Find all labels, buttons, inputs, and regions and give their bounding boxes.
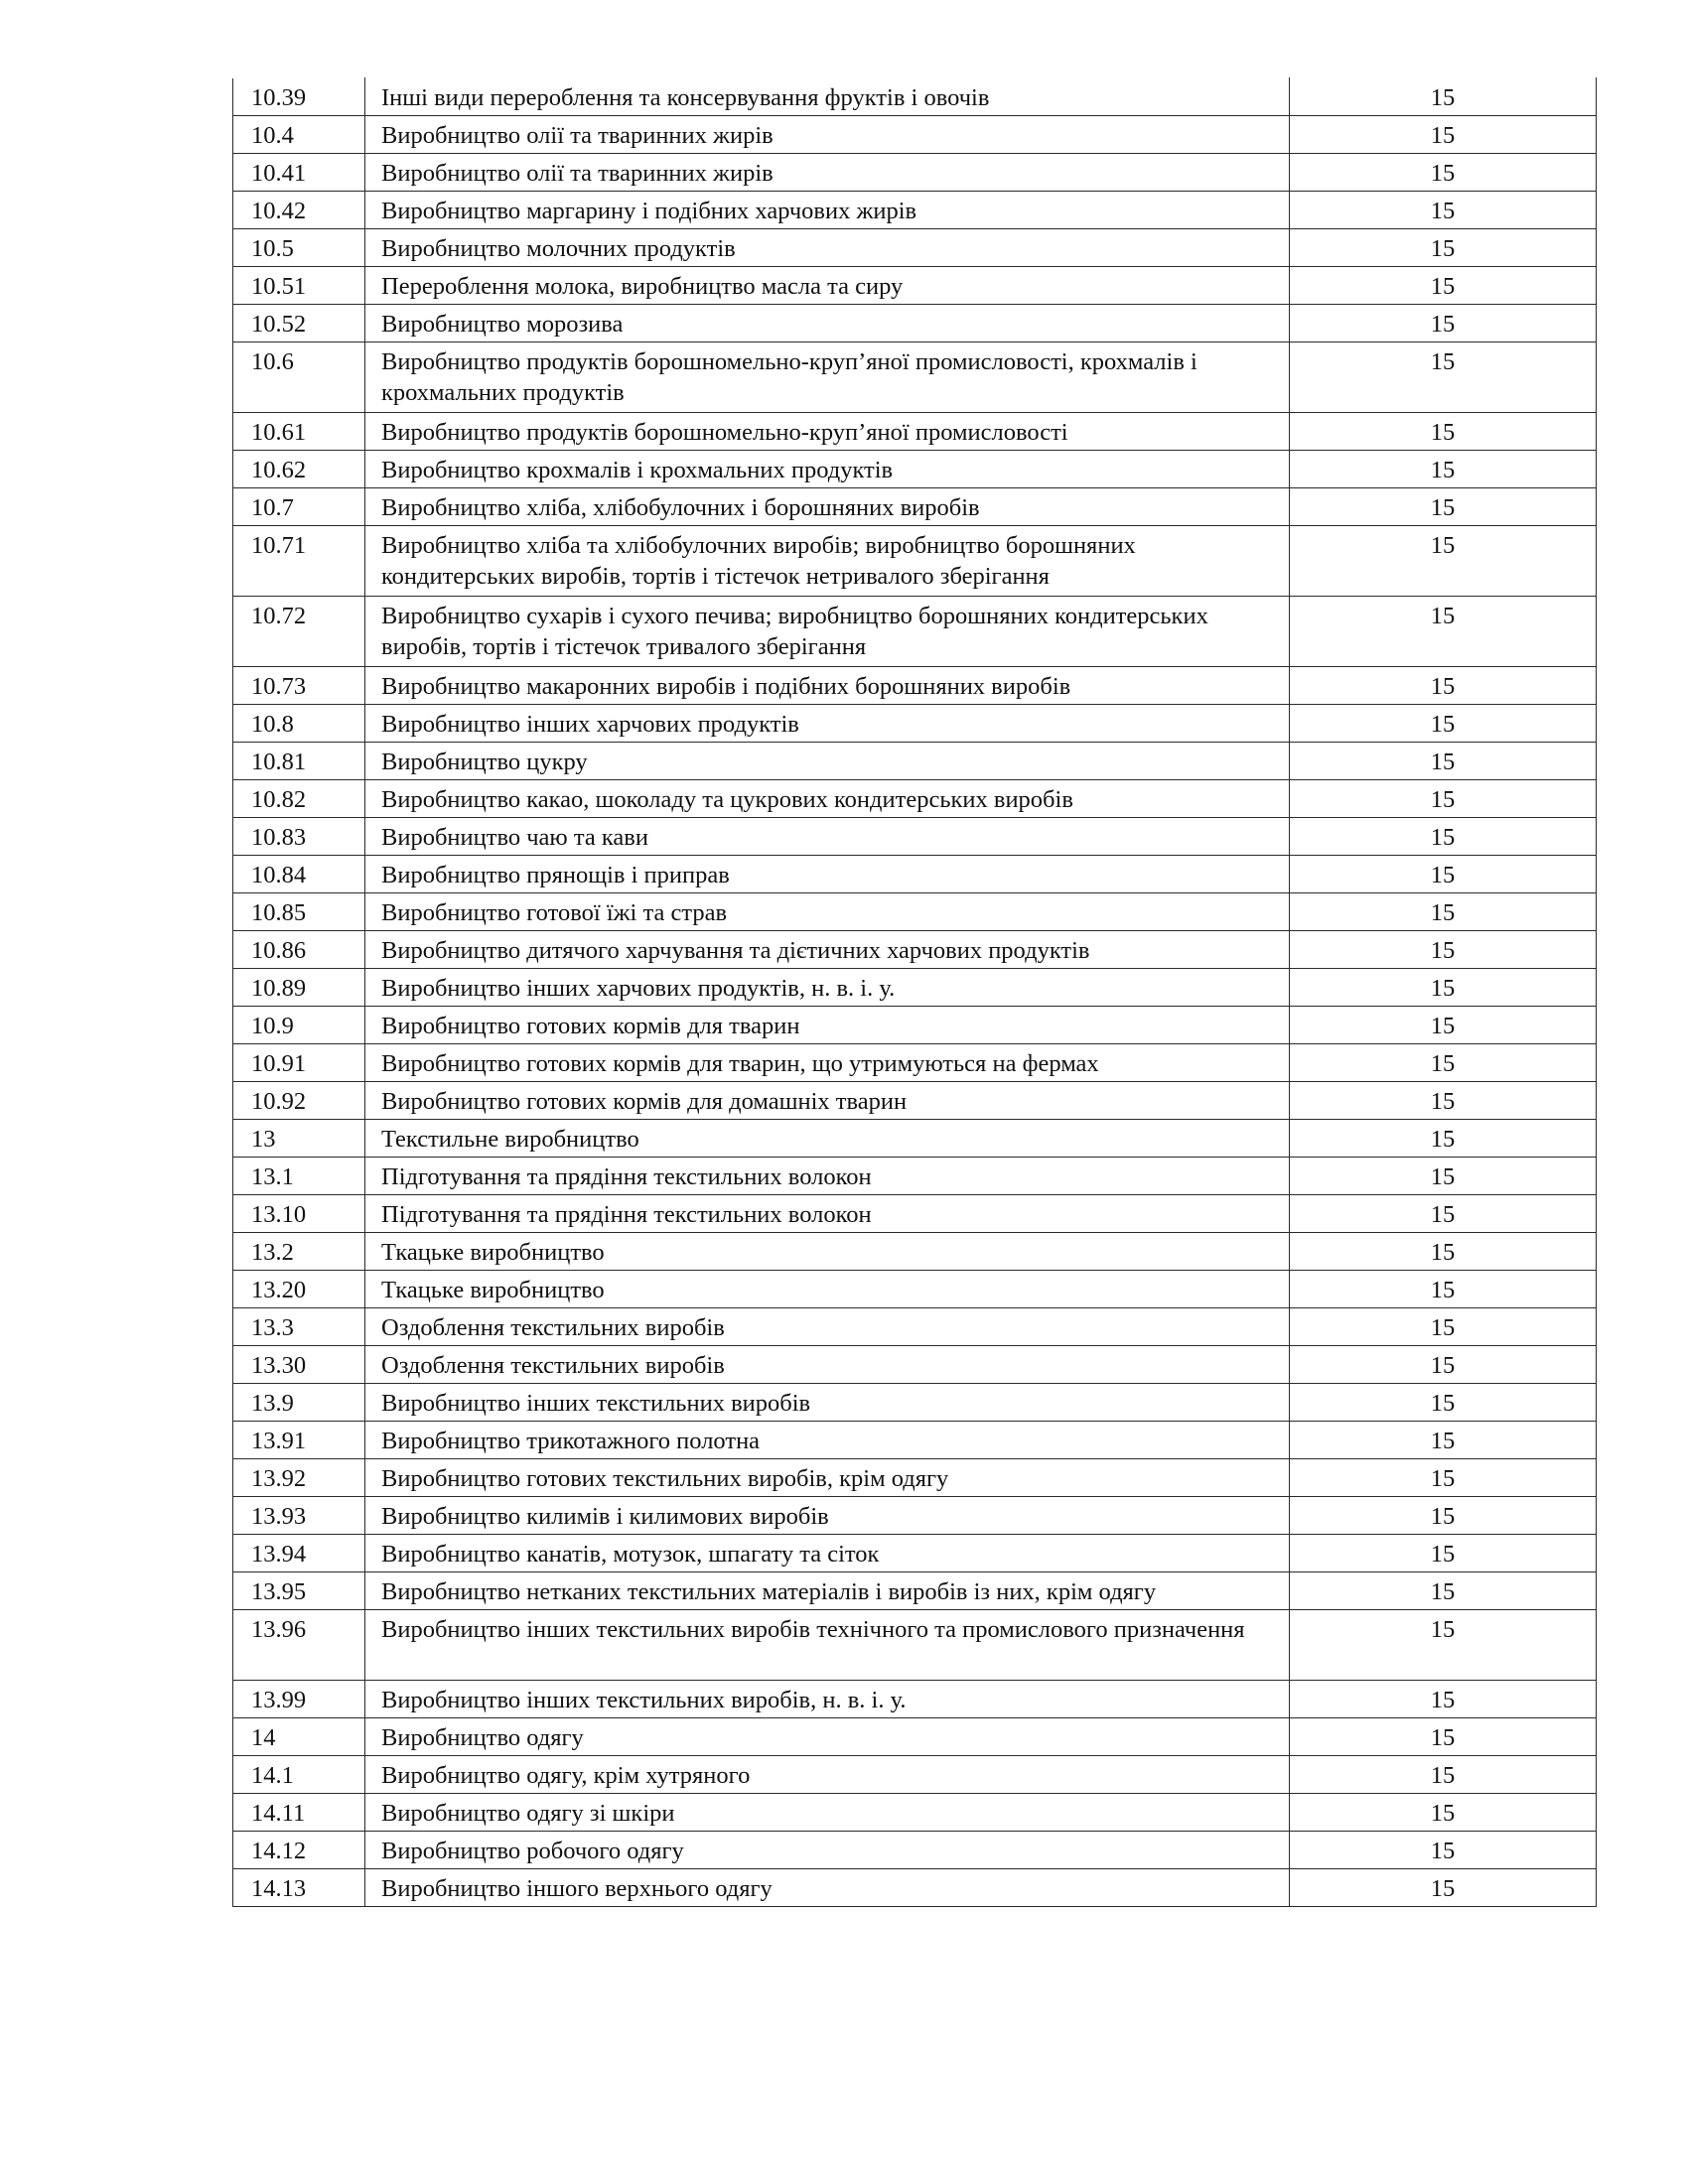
table-row <box>233 488 1597 526</box>
activity-name-cell: Виробництво готових кормів для домашніх тварин <box>365 1082 1290 1120</box>
activity-code-cell: 10.7 <box>233 488 365 526</box>
table-row <box>233 1422 1597 1459</box>
activity-code-cell: 10.71 <box>233 526 365 597</box>
rate-value-cell: 15 <box>1290 818 1597 856</box>
activity-name-cell: Виробництво прянощів і приправ <box>365 856 1290 893</box>
table-row <box>233 1044 1597 1082</box>
activity-code-cell: 14.12 <box>233 1832 365 1869</box>
activity-code-cell: 13.99 <box>233 1681 365 1718</box>
rate-value-cell: 15 <box>1290 705 1597 743</box>
activity-name-cell: Оздоблення текстильних виробів <box>365 1346 1290 1384</box>
activity-name-cell: Виробництво какао, шоколаду та цукрових кондитерських виробів <box>365 780 1290 818</box>
kved-rates-table <box>232 77 1597 1907</box>
activity-name-cell: Виробництво канатів, мотузок, шпагату та сіток <box>365 1535 1290 1572</box>
rate-value-cell: 15 <box>1290 267 1597 305</box>
table-row <box>233 818 1597 856</box>
activity-name-cell: Виробництво олії та тваринних жирів <box>365 154 1290 192</box>
activity-name-cell: Виробництво морозива <box>365 305 1290 342</box>
activity-name-cell: Виробництво крохмалів і крохмальних продуктів <box>365 451 1290 488</box>
activity-name-cell: Виробництво одягу <box>365 1718 1290 1756</box>
table-row <box>233 116 1597 154</box>
rate-value-cell: 15 <box>1290 1308 1597 1346</box>
activity-code-cell: 10.8 <box>233 705 365 743</box>
rate-value-cell: 15 <box>1290 667 1597 705</box>
activity-name-cell: Виробництво продуктів борошномельно-круп’яної промисловості, крохмалів і крохмальних продуктів <box>365 342 1290 413</box>
activity-code-cell: 10.72 <box>233 597 365 667</box>
activity-name-cell: Виробництво трикотажного полотна <box>365 1422 1290 1459</box>
table-row <box>233 78 1597 116</box>
activity-name-cell: Виробництво дитячого харчування та дієтичних харчових продуктів <box>365 931 1290 969</box>
activity-name-cell: Виробництво готових кормів для тварин <box>365 1007 1290 1044</box>
rate-value-cell: 15 <box>1290 1044 1597 1082</box>
activity-code-cell: 10.84 <box>233 856 365 893</box>
activity-code-cell: 10.62 <box>233 451 365 488</box>
rate-value-cell: 15 <box>1290 1681 1597 1718</box>
activity-code-cell: 14.1 <box>233 1756 365 1794</box>
activity-code-cell: 10.91 <box>233 1044 365 1082</box>
rate-value-cell: 15 <box>1290 116 1597 154</box>
table-row <box>233 1346 1597 1384</box>
rate-value-cell: 15 <box>1290 1497 1597 1535</box>
activity-name-cell: Виробництво готових текстильних виробів, крім одягу <box>365 1459 1290 1497</box>
rate-value-cell: 15 <box>1290 969 1597 1007</box>
activity-name-cell: Виробництво макаронних виробів і подібних борошняних виробів <box>365 667 1290 705</box>
activity-code-cell: 13.1 <box>233 1158 365 1195</box>
table-row <box>233 1572 1597 1610</box>
table-row <box>233 229 1597 267</box>
rate-value-cell: 15 <box>1290 1007 1597 1044</box>
rate-value-cell: 15 <box>1290 229 1597 267</box>
activity-code-cell: 10.82 <box>233 780 365 818</box>
activity-code-cell: 10.86 <box>233 931 365 969</box>
activity-name-cell: Виробництво маргарину і подібних харчових жирів <box>365 192 1290 229</box>
table-row <box>233 1497 1597 1535</box>
activity-name-cell: Виробництво молочних продуктів <box>365 229 1290 267</box>
rate-value-cell: 15 <box>1290 154 1597 192</box>
activity-code-cell: 13.92 <box>233 1459 365 1497</box>
activity-name-cell: Виробництво хліба та хлібобулочних виробів; виробництво борошняних кондитерських виробів, тортів і тістечок нетривалого зберігання <box>365 526 1290 597</box>
rate-value-cell: 15 <box>1290 1120 1597 1158</box>
activity-code-cell: 10.9 <box>233 1007 365 1044</box>
table-row <box>233 1718 1597 1756</box>
activity-code-cell: 13.3 <box>233 1308 365 1346</box>
rate-value-cell: 15 <box>1290 413 1597 451</box>
rate-value-cell: 15 <box>1290 856 1597 893</box>
activity-code-cell: 13.20 <box>233 1271 365 1308</box>
activity-name-cell: Виробництво готових кормів для тварин, що утримуються на фермах <box>365 1044 1290 1082</box>
table-row <box>233 1681 1597 1718</box>
activity-code-cell: 10.42 <box>233 192 365 229</box>
activity-code-cell: 13.96 <box>233 1610 365 1681</box>
table-row <box>233 1233 1597 1271</box>
table-row <box>233 154 1597 192</box>
activity-name-cell: Виробництво одягу, крім хутряного <box>365 1756 1290 1794</box>
rate-value-cell: 15 <box>1290 743 1597 780</box>
activity-name-cell: Підготування та прядіння текстильних волокон <box>365 1195 1290 1233</box>
activity-name-cell: Перероблення молока, виробництво масла та сиру <box>365 267 1290 305</box>
rate-value-cell: 15 <box>1290 342 1597 413</box>
activity-code-cell: 10.92 <box>233 1082 365 1120</box>
activity-name-cell: Текстильне виробництво <box>365 1120 1290 1158</box>
table-row <box>233 743 1597 780</box>
rate-value-cell: 15 <box>1290 1158 1597 1195</box>
activity-name-cell: Виробництво інших текстильних виробів, н. в. і. у. <box>365 1681 1290 1718</box>
rate-value-cell: 15 <box>1290 305 1597 342</box>
rate-value-cell: 15 <box>1290 1422 1597 1459</box>
rate-value-cell: 15 <box>1290 78 1597 116</box>
activity-name-cell: Виробництво іншого верхнього одягу <box>365 1869 1290 1907</box>
activity-name-cell: Виробництво сухарів і сухого печива; виробництво борошняних кондитерських виробів, тортів і тістечок тривалого зберігання <box>365 597 1290 667</box>
table-row <box>233 1308 1597 1346</box>
activity-name-cell: Виробництво інших харчових продуктів <box>365 705 1290 743</box>
activity-code-cell: 10.52 <box>233 305 365 342</box>
table-row <box>233 451 1597 488</box>
rate-value-cell: 15 <box>1290 931 1597 969</box>
activity-name-cell: Виробництво інших текстильних виробів технічного та промислового призначення <box>365 1610 1290 1681</box>
rate-value-cell: 15 <box>1290 192 1597 229</box>
table-row <box>233 1869 1597 1907</box>
table-row <box>233 1610 1597 1681</box>
activity-code-cell: 14 <box>233 1718 365 1756</box>
table-row <box>233 342 1597 413</box>
table-row <box>233 597 1597 667</box>
activity-code-cell: 14.13 <box>233 1869 365 1907</box>
activity-name-cell: Виробництво одягу зі шкіри <box>365 1794 1290 1832</box>
rate-value-cell: 15 <box>1290 1195 1597 1233</box>
activity-code-cell: 13.94 <box>233 1535 365 1572</box>
activity-name-cell: Виробництво нетканих текстильних матеріалів і виробів із них, крім одягу <box>365 1572 1290 1610</box>
table-row <box>233 780 1597 818</box>
table-row <box>233 1120 1597 1158</box>
rate-value-cell: 15 <box>1290 1459 1597 1497</box>
table-row <box>233 705 1597 743</box>
activity-name-cell: Виробництво олії та тваринних жирів <box>365 116 1290 154</box>
rate-value-cell: 15 <box>1290 1832 1597 1869</box>
activity-code-cell: 10.6 <box>233 342 365 413</box>
activity-code-cell: 10.39 <box>233 78 365 116</box>
rate-value-cell: 15 <box>1290 1535 1597 1572</box>
table-row <box>233 192 1597 229</box>
rate-value-cell: 15 <box>1290 1271 1597 1308</box>
table-row <box>233 1756 1597 1794</box>
activity-name-cell: Ткацьке виробництво <box>365 1233 1290 1271</box>
table-row <box>233 413 1597 451</box>
rate-value-cell: 15 <box>1290 780 1597 818</box>
activity-code-cell: 13 <box>233 1120 365 1158</box>
activity-name-cell: Виробництво інших текстильних виробів <box>365 1384 1290 1422</box>
activity-code-cell: 10.81 <box>233 743 365 780</box>
activity-code-cell: 10.85 <box>233 893 365 931</box>
table-row <box>233 1158 1597 1195</box>
table-row <box>233 893 1597 931</box>
activity-code-cell: 10.73 <box>233 667 365 705</box>
activity-name-cell: Виробництво готової їжі та страв <box>365 893 1290 931</box>
rate-value-cell: 15 <box>1290 488 1597 526</box>
activity-name-cell: Ткацьке виробництво <box>365 1271 1290 1308</box>
rate-value-cell: 15 <box>1290 1610 1597 1681</box>
table-body <box>233 78 1597 1907</box>
activity-code-cell: 13.2 <box>233 1233 365 1271</box>
activity-name-cell: Виробництво робочого одягу <box>365 1832 1290 1869</box>
table-row <box>233 969 1597 1007</box>
activity-code-cell: 10.89 <box>233 969 365 1007</box>
table-row <box>233 1195 1597 1233</box>
activity-code-cell: 10.61 <box>233 413 365 451</box>
activity-name-cell: Оздоблення текстильних виробів <box>365 1308 1290 1346</box>
activity-code-cell: 10.5 <box>233 229 365 267</box>
activity-code-cell: 10.4 <box>233 116 365 154</box>
rate-value-cell: 15 <box>1290 1346 1597 1384</box>
activity-name-cell: Інші види перероблення та консервування фруктів і овочів <box>365 78 1290 116</box>
activity-name-cell: Виробництво цукру <box>365 743 1290 780</box>
activity-name-cell: Виробництво продуктів борошномельно-круп’яної промисловості <box>365 413 1290 451</box>
table-row <box>233 1082 1597 1120</box>
activity-code-cell: 10.41 <box>233 154 365 192</box>
table-row <box>233 1794 1597 1832</box>
rate-value-cell: 15 <box>1290 1572 1597 1610</box>
rate-value-cell: 15 <box>1290 1718 1597 1756</box>
activity-code-cell: 10.51 <box>233 267 365 305</box>
table-row <box>233 1535 1597 1572</box>
activity-name-cell: Виробництво чаю та кави <box>365 818 1290 856</box>
activity-code-cell: 13.30 <box>233 1346 365 1384</box>
activity-name-cell: Виробництво інших харчових продуктів, н. в. і. у. <box>365 969 1290 1007</box>
table-row <box>233 1832 1597 1869</box>
activity-code-cell: 13.10 <box>233 1195 365 1233</box>
rate-value-cell: 15 <box>1290 1384 1597 1422</box>
table-row <box>233 267 1597 305</box>
rate-value-cell: 15 <box>1290 451 1597 488</box>
table-row <box>233 1007 1597 1044</box>
rate-value-cell: 15 <box>1290 1756 1597 1794</box>
rate-value-cell: 15 <box>1290 1794 1597 1832</box>
table-row <box>233 931 1597 969</box>
activity-name-cell: Підготування та прядіння текстильних волокон <box>365 1158 1290 1195</box>
activity-name-cell: Виробництво килимів і килимових виробів <box>365 1497 1290 1535</box>
table-row <box>233 856 1597 893</box>
activity-code-cell: 13.95 <box>233 1572 365 1610</box>
table-row <box>233 1384 1597 1422</box>
rate-value-cell: 15 <box>1290 597 1597 667</box>
activity-name-cell: Виробництво хліба, хлібобулочних і борошняних виробів <box>365 488 1290 526</box>
table-row <box>233 526 1597 597</box>
activity-code-cell: 14.11 <box>233 1794 365 1832</box>
rate-value-cell: 15 <box>1290 1869 1597 1907</box>
table-row <box>233 1459 1597 1497</box>
rate-value-cell: 15 <box>1290 526 1597 597</box>
activity-code-cell: 10.83 <box>233 818 365 856</box>
rate-value-cell: 15 <box>1290 1233 1597 1271</box>
table-row <box>233 1271 1597 1308</box>
table-row <box>233 667 1597 705</box>
rate-value-cell: 15 <box>1290 893 1597 931</box>
activity-code-cell: 13.93 <box>233 1497 365 1535</box>
activity-code-cell: 13.9 <box>233 1384 365 1422</box>
rate-value-cell: 15 <box>1290 1082 1597 1120</box>
table-row <box>233 305 1597 342</box>
activity-code-cell: 13.91 <box>233 1422 365 1459</box>
